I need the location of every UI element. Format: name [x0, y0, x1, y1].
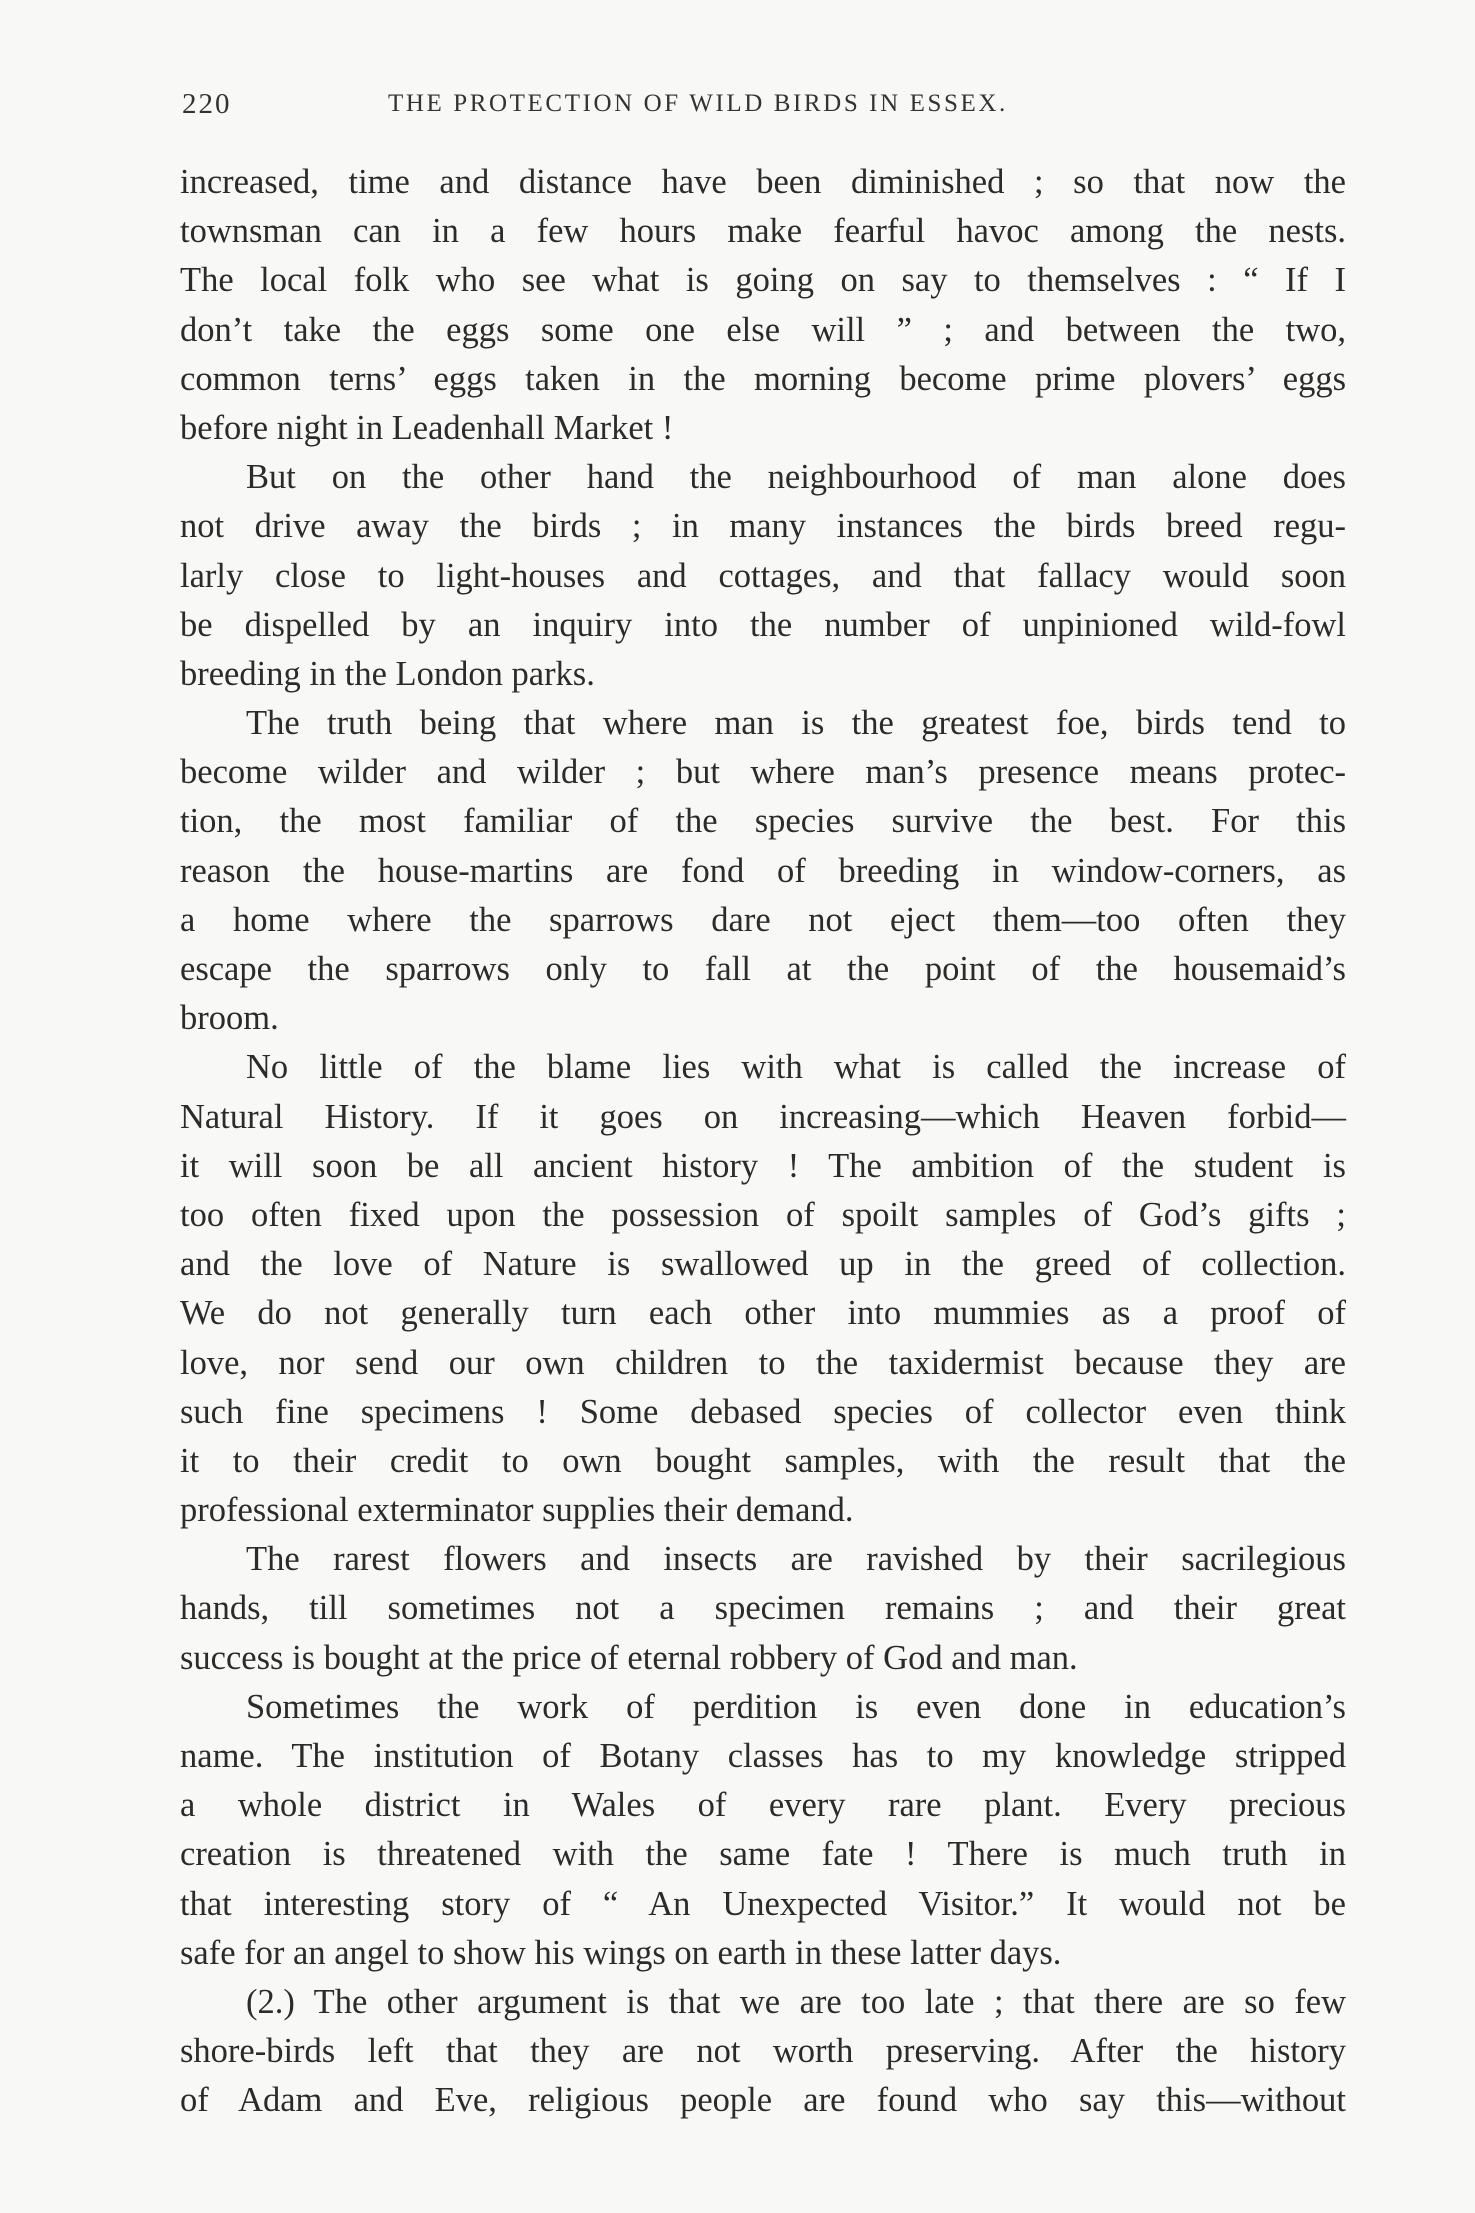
text-line: don’t take the eggs some one else will ” ; and between the two,	[180, 310, 1346, 349]
text-line: We do not generally turn each other into mummies as a proof of	[180, 1294, 1346, 1333]
text-line: shore-birds left that they are not worth preserving. After the history	[180, 2032, 1346, 2071]
text-line: such fine specimens ! Some debased species of collector even think	[180, 1392, 1346, 1431]
text-line: creation is threatened with the same fate ! There is much truth in	[180, 1835, 1346, 1874]
text-line: a whole district in Wales of every rare plant. Every precious	[180, 1786, 1346, 1825]
text-line: too often fixed upon the possession of spoilt samples of God’s gifts ;	[180, 1195, 1346, 1234]
text-line: breeding in the London parks.	[180, 654, 595, 693]
text-line: Natural History. If it goes on increasing—which Heaven forbid—	[180, 1097, 1346, 1136]
text-line: larly close to light-houses and cottages, and that fallacy would soon	[180, 556, 1346, 595]
text-line: common terns’ eggs taken in the morning become prime plovers’ eggs	[180, 359, 1346, 398]
text-line: No little of the blame lies with what is called the increase of	[246, 1048, 1346, 1087]
text-line: professional exterminator supplies their demand.	[180, 1491, 854, 1530]
text-line: be dispelled by an inquiry into the number of unpinioned wild-fowl	[180, 605, 1346, 644]
text-line: it to their credit to own bought samples, with the result that the	[180, 1441, 1346, 1480]
text-line: The local folk who see what is going on say to themselves : “ If I	[180, 261, 1346, 300]
text-line: But on the other hand the neighbourhood of man alone does	[246, 458, 1346, 497]
text-line: Sometimes the work of perdition is even done in education’s	[246, 1687, 1346, 1726]
text-line: it will soon be all ancient history ! The ambition of the student is	[180, 1146, 1346, 1185]
text-line: safe for an angel to show his wings on earth in these latter days.	[180, 1933, 1062, 1972]
text-line: tion, the most familiar of the species survive the best. For this	[180, 802, 1346, 841]
text-line: name. The institution of Botany classes has to my knowledge stripped	[180, 1737, 1346, 1775]
text-line: before night in Leadenhall Market !	[180, 408, 674, 447]
text-line: The truth being that where man is the greatest foe, birds tend to	[246, 704, 1346, 743]
text-line: The rarest flowers and insects are ravished by their sacrilegious	[246, 1540, 1346, 1579]
text-line: broom.	[180, 999, 279, 1038]
text-line: success is bought at the price of eternal robbery of God and man.	[180, 1638, 1078, 1677]
text-line: love, nor send our own children to the taxidermist because they are	[180, 1343, 1346, 1382]
text-line: increased, time and distance have been diminished ; so that now the	[180, 163, 1346, 201]
text-line: of Adam and Eve, religious people are found who say this—without	[180, 2081, 1346, 2120]
text-line: hands, till sometimes not a specimen remains ; and their great	[180, 1589, 1346, 1628]
text-line: a home where the sparrows dare not eject them—too often they	[180, 900, 1346, 939]
text-line: that interesting story of “ An Unexpected Visitor.” It would not be	[180, 1884, 1346, 1923]
text-line: reason the house-martins are fond of breeding in window-corners, as	[180, 851, 1346, 890]
text-line: and the love of Nature is swallowed up in the greed of collection.	[180, 1245, 1346, 1284]
body-text	[180, 158, 1346, 2126]
text-line: escape the sparrows only to fall at the point of the housemaid’s	[180, 950, 1346, 988]
page-number: 220	[182, 88, 232, 120]
text-line: become wilder and wilder ; but where man’s presence means protec-	[180, 753, 1346, 792]
text-line: not drive away the birds ; in many instances the birds breed regu-	[180, 507, 1346, 546]
running-title: THE PROTECTION OF WILD BIRDS IN ESSEX.	[388, 90, 1008, 117]
text-line: townsman can in a few hours make fearful havoc among the nests.	[180, 212, 1346, 251]
text-line: (2.) The other argument is that we are too late ; that there are so few	[246, 1982, 1346, 2021]
page-header	[182, 88, 1332, 132]
